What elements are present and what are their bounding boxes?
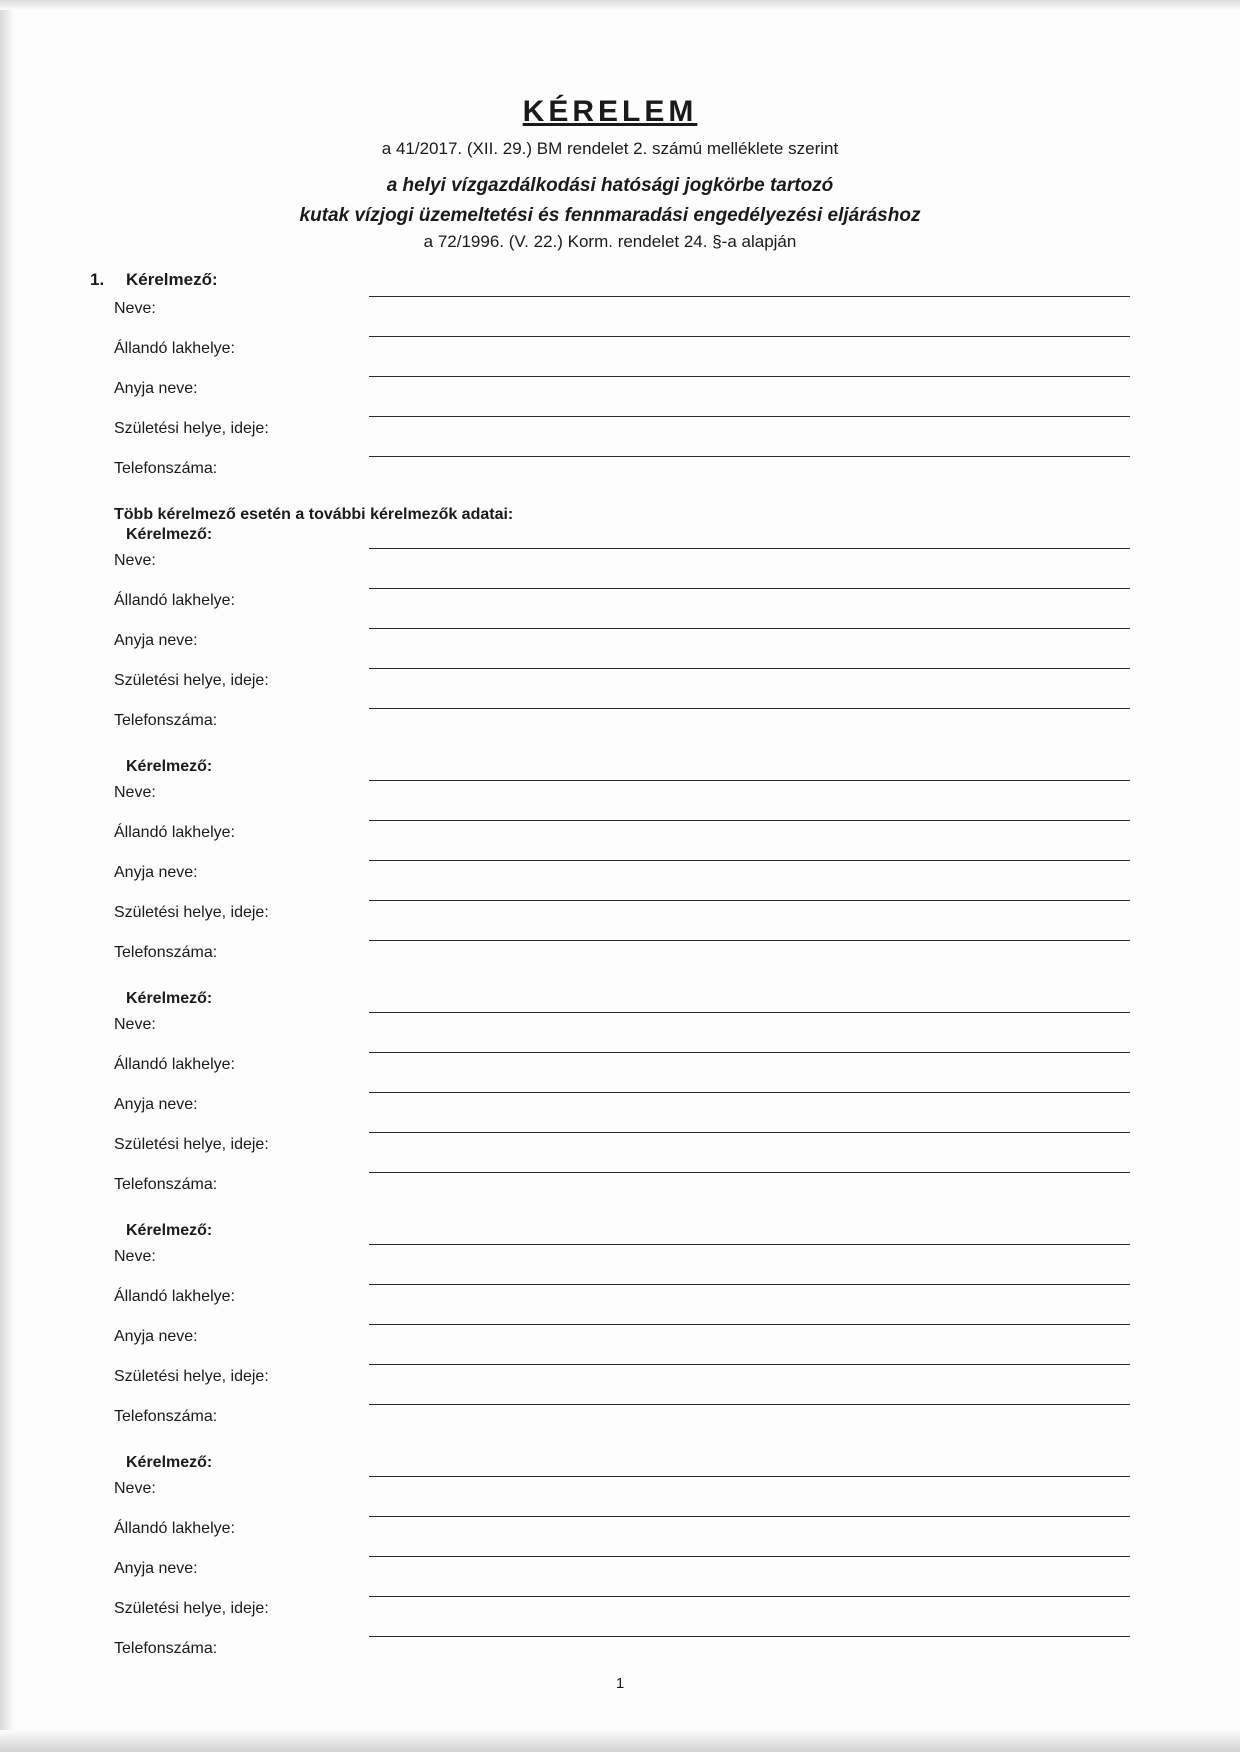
field-input-mother-5[interactable] xyxy=(369,1324,1130,1325)
field-label-name: Neve: xyxy=(114,1480,156,1498)
applicant-heading-5: Kérelmező: xyxy=(126,1222,213,1240)
regulation-reference: a 41/2017. (XII. 29.) BM rendelet 2. számú melléklete szerint xyxy=(381,139,839,158)
field-label-phone: Telefonszáma: xyxy=(114,1176,218,1194)
scope-line-1: a helyi vízgazdálkodási hatósági jogkörbe tartozó xyxy=(386,175,834,196)
field-input-address-5[interactable] xyxy=(369,1284,1130,1285)
field-row-name-2 xyxy=(114,548,1130,588)
section-heading xyxy=(90,270,1130,290)
field-label-name: Neve: xyxy=(114,1248,156,1266)
field-label-birth: Születési helye, ideje: xyxy=(114,1368,269,1386)
field-label-birth: Születési helye, ideje: xyxy=(114,672,269,690)
field-input-name-4[interactable] xyxy=(369,1012,1130,1013)
field-row-address-3 xyxy=(114,820,1130,860)
field-input-mother-4[interactable] xyxy=(369,1092,1130,1093)
field-input-address-6[interactable] xyxy=(369,1516,1130,1517)
field-input-birth-6[interactable] xyxy=(369,1596,1130,1597)
field-input-address-4[interactable] xyxy=(369,1052,1130,1053)
scan-edge-bottom xyxy=(0,1730,1240,1752)
field-row-birth-1 xyxy=(114,416,1130,456)
field-label-birth: Születési helye, ideje: xyxy=(114,420,269,438)
field-row-name-4 xyxy=(114,1012,1130,1052)
field-label-mother: Anyja neve: xyxy=(114,1096,198,1114)
field-label-mother: Anyja neve: xyxy=(114,632,198,650)
field-row-name-6 xyxy=(114,1476,1130,1516)
field-label-phone: Telefonszáma: xyxy=(114,712,218,730)
field-label-birth: Születési helye, ideje: xyxy=(114,904,269,922)
field-label-address: Állandó lakhelye: xyxy=(114,1056,235,1074)
field-row-mother-5 xyxy=(114,1324,1130,1364)
field-input-address-3[interactable] xyxy=(369,820,1130,821)
field-row-phone-3 xyxy=(114,940,1130,980)
field-input-name-5[interactable] xyxy=(369,1244,1130,1245)
field-row-birth-5 xyxy=(114,1364,1130,1404)
section-number: 1. xyxy=(90,270,105,290)
field-row-address-1 xyxy=(114,336,1130,376)
applicant-group-6 xyxy=(90,1454,1130,1676)
field-input-phone-1[interactable] xyxy=(369,456,1130,457)
field-label-phone: Telefonszáma: xyxy=(114,944,218,962)
applicant-heading-3: Kérelmező: xyxy=(126,758,213,776)
field-row-birth-6 xyxy=(114,1596,1130,1636)
field-label-address: Állandó lakhelye: xyxy=(114,592,235,610)
field-row-birth-4 xyxy=(114,1132,1130,1172)
field-input-birth-2[interactable] xyxy=(369,668,1130,669)
field-label-name: Neve: xyxy=(114,1016,156,1034)
field-row-birth-3 xyxy=(114,900,1130,940)
page-title: KÉRELEM xyxy=(522,95,698,128)
field-row-phone-1 xyxy=(114,456,1130,496)
document-content xyxy=(90,95,1130,1686)
field-input-address-2[interactable] xyxy=(369,588,1130,589)
field-row-phone-4 xyxy=(114,1172,1130,1212)
field-label-address: Állandó lakhelye: xyxy=(114,1288,235,1306)
field-row-address-6 xyxy=(114,1516,1130,1556)
field-input-mother-2[interactable] xyxy=(369,628,1130,629)
field-row-birth-2 xyxy=(114,668,1130,708)
field-input-phone-3[interactable] xyxy=(369,940,1130,941)
scan-edge-top xyxy=(0,0,1240,10)
field-row-mother-3 xyxy=(114,860,1130,900)
field-label-phone: Telefonszáma: xyxy=(114,1408,218,1426)
field-label-mother: Anyja neve: xyxy=(114,380,198,398)
field-row-name-3 xyxy=(114,780,1130,820)
field-label-phone: Telefonszáma: xyxy=(114,1640,218,1658)
field-row-name-1 xyxy=(114,296,1130,336)
applicant-heading-2: Kérelmező: xyxy=(126,526,213,544)
field-input-name-2[interactable] xyxy=(369,548,1130,549)
applicant-group-1 xyxy=(90,296,1130,496)
applicant-heading-4: Kérelmező: xyxy=(126,990,213,1008)
field-label-phone: Telefonszáma: xyxy=(114,460,218,478)
field-label-mother: Anyja neve: xyxy=(114,1328,198,1346)
page-number: 1 xyxy=(615,1675,625,1692)
field-label-address: Állandó lakhelye: xyxy=(114,1520,235,1538)
scope-line-2: kutak vízjogi üzemeltetési és fennmaradási engedélyezési eljáráshoz xyxy=(299,204,921,226)
field-input-name-3[interactable] xyxy=(369,780,1130,781)
applicant-heading-6: Kérelmező: xyxy=(126,1454,213,1472)
field-input-name-1[interactable] xyxy=(369,296,1130,297)
field-input-address-1[interactable] xyxy=(369,336,1130,337)
field-row-phone-2 xyxy=(114,708,1130,748)
section-label: Kérelmező: xyxy=(126,270,218,290)
field-label-name: Neve: xyxy=(114,300,156,318)
field-label-address: Állandó lakhelye: xyxy=(114,824,235,842)
applicant-group-4 xyxy=(90,990,1130,1212)
field-row-mother-2 xyxy=(114,628,1130,668)
field-label-birth: Születési helye, ideje: xyxy=(114,1600,269,1618)
field-row-name-5 xyxy=(114,1244,1130,1284)
applicant-group-2 xyxy=(90,526,1130,748)
field-input-mother-1[interactable] xyxy=(369,376,1130,377)
field-row-mother-1 xyxy=(114,376,1130,416)
field-row-address-4 xyxy=(114,1052,1130,1092)
field-input-phone-5[interactable] xyxy=(369,1404,1130,1405)
applicant-group-5 xyxy=(90,1222,1130,1444)
field-row-mother-4 xyxy=(114,1092,1130,1132)
field-input-birth-3[interactable] xyxy=(369,900,1130,901)
field-input-mother-3[interactable] xyxy=(369,860,1130,861)
applicant-group-3 xyxy=(90,758,1130,980)
field-input-phone-2[interactable] xyxy=(369,708,1130,709)
scan-edge-left xyxy=(0,0,14,1752)
field-label-name: Neve: xyxy=(114,552,156,570)
field-label-mother: Anyja neve: xyxy=(114,864,198,882)
field-row-address-2 xyxy=(114,588,1130,628)
field-input-phone-6[interactable] xyxy=(369,1636,1130,1637)
field-row-phone-5 xyxy=(114,1404,1130,1444)
field-label-address: Állandó lakhelye: xyxy=(114,340,235,358)
field-row-address-5 xyxy=(114,1284,1130,1324)
field-input-name-6[interactable] xyxy=(369,1476,1130,1477)
field-input-mother-6[interactable] xyxy=(369,1556,1130,1557)
field-label-mother: Anyja neve: xyxy=(114,1560,198,1578)
field-input-birth-5[interactable] xyxy=(369,1364,1130,1365)
additional-applicants-note: Több kérelmező esetén a további kérelmezők adatai: xyxy=(114,506,514,524)
field-input-birth-4[interactable] xyxy=(369,1132,1130,1133)
field-label-name: Neve: xyxy=(114,784,156,802)
legal-basis: a 72/1996. (V. 22.) Korm. rendelet 24. §-a alapján xyxy=(423,232,797,252)
field-input-phone-4[interactable] xyxy=(369,1172,1130,1173)
field-row-mother-6 xyxy=(114,1556,1130,1596)
field-input-birth-1[interactable] xyxy=(369,416,1130,417)
field-label-birth: Születési helye, ideje: xyxy=(114,1136,269,1154)
field-row-phone-6 xyxy=(114,1636,1130,1676)
